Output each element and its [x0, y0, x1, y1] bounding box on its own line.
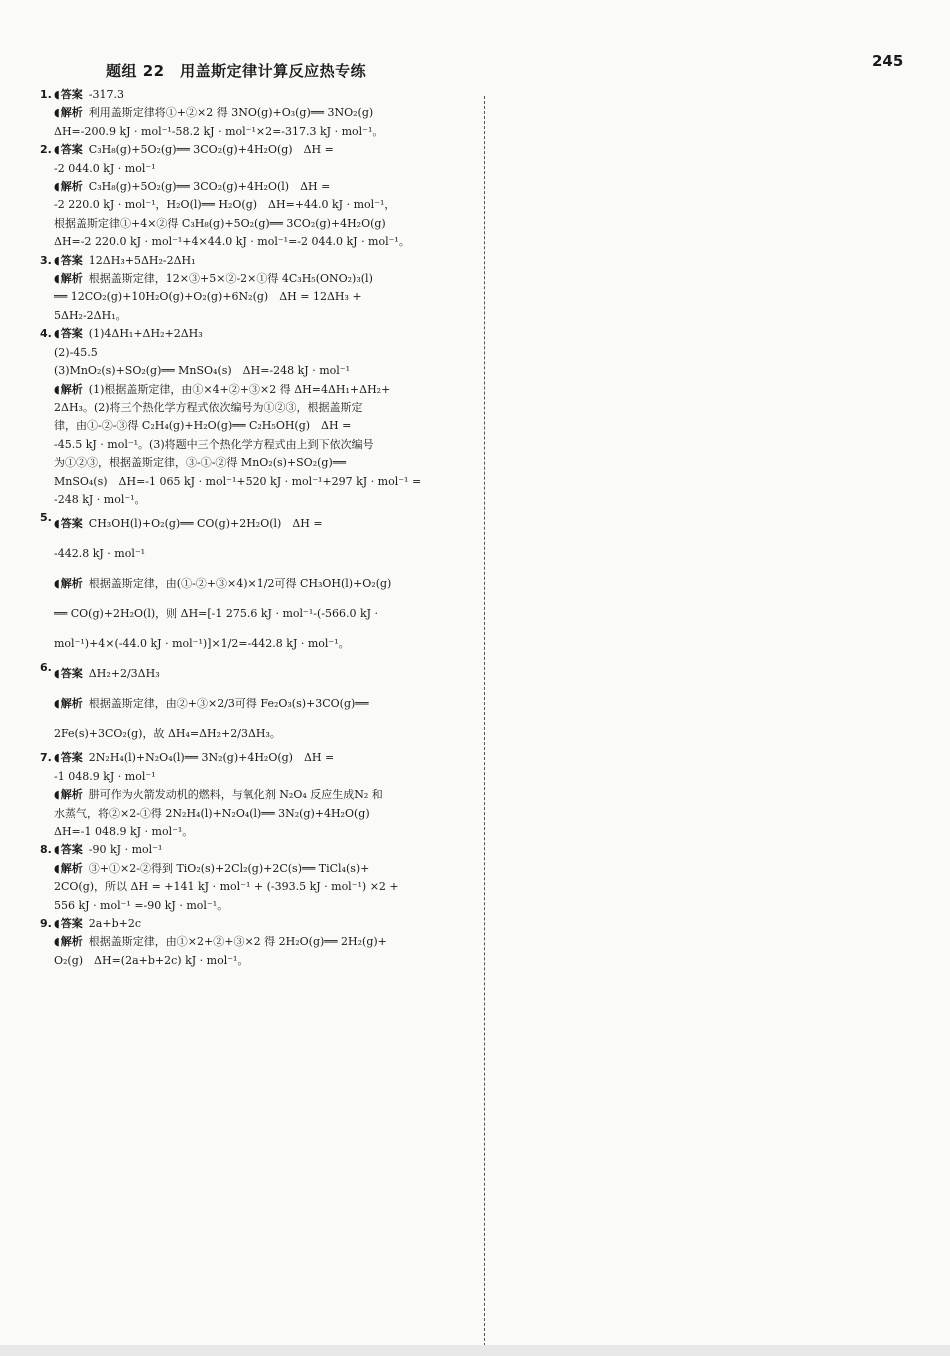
analysis-line [40, 719, 456, 749]
answer-label: ◖ 答案 [54, 917, 83, 930]
analysis-line [40, 417, 456, 435]
analysis-line [40, 933, 456, 951]
answer-text: (3)MnO₂(s)+SO₂(g)══ MnSO₄(s) ΔH=-248 kJ · mol⁻¹ [54, 364, 350, 378]
answer-text: CH₃OH(l)+O₂(g)══ CO(g)+2H₂O(l) ΔH = [88, 517, 323, 531]
analysis-text: mol⁻¹)+4×(-44.0 kJ · mol⁻¹)]×1/2=-442.8 kJ · mol⁻¹。 [54, 637, 350, 651]
answer-line [40, 915, 456, 933]
answer-text: C₃H₈(g)+5O₂(g)══ 3CO₂(g)+4H₂O(g) ΔH = [88, 143, 334, 157]
analysis-line [40, 878, 456, 896]
analysis-label: ◖ 解析 [54, 180, 83, 193]
column-divider [484, 96, 485, 1346]
answer-line [40, 325, 456, 343]
answer-item [40, 659, 456, 749]
answer-line [40, 509, 456, 539]
analysis-line [40, 629, 456, 659]
analysis-text: ΔH=-2 220.0 kJ · mol⁻¹+4×44.0 kJ · mol⁻¹=-2 044.0 kJ · mol⁻¹。 [54, 235, 410, 249]
analysis-line [40, 569, 456, 599]
analysis-text: ══ CO(g)+2H₂O(l)，则 ΔH=[-1 275.6 kJ · mol⁻¹-(-566.0 kJ · [54, 607, 379, 621]
analysis-line [40, 436, 456, 454]
answer-item [40, 915, 456, 970]
analysis-line [40, 952, 456, 970]
item-number: 2. [40, 143, 52, 157]
answer-line [40, 86, 456, 104]
analysis-line [40, 399, 456, 417]
analysis-line [40, 233, 456, 251]
answer-text: (2)-45.5 [54, 345, 98, 359]
answer-line [40, 539, 456, 569]
page-title: 题组 22 用盖斯定律计算反应热专练 [106, 62, 367, 80]
item-number: 9. [40, 917, 52, 930]
item-number: 4. [40, 327, 52, 341]
item-number: 6. [40, 661, 52, 675]
analysis-label: ◖ 解析 [54, 862, 83, 875]
answer-line [40, 344, 456, 362]
answer-label: ◖ 答案 [54, 327, 83, 340]
item-number: 3. [40, 253, 52, 267]
answer-text: (1)4ΔH₁+ΔH₂+2ΔH₃ [88, 327, 203, 341]
answer-line [40, 768, 456, 786]
answer-line [40, 749, 456, 767]
analysis-line [40, 196, 456, 214]
analysis-text: 556 kJ · mol⁻¹ =-90 kJ · mol⁻¹。 [54, 898, 229, 912]
answer-label: ◖ 答案 [54, 88, 83, 101]
item-number: 8. [40, 843, 52, 857]
analysis-text: 根据盖斯定律①+4×②得 C₃H₈(g)+5O₂(g)══ 3CO₂(g)+4H₂O(g) [54, 216, 386, 230]
analysis-line [40, 215, 456, 233]
page-number: 245 [872, 52, 904, 70]
scan-edge [0, 1345, 950, 1356]
analysis-line [40, 381, 456, 399]
analysis-text: (1)根据盖斯定律，由①×4+②+③×2 得 ΔH=4ΔH₁+ΔH₂+ [88, 382, 391, 396]
answer-text: 12ΔH₃+5ΔH₂-2ΔH₁ [88, 253, 196, 267]
analysis-line [40, 491, 456, 509]
analysis-line [40, 307, 456, 325]
answer-line [40, 160, 456, 178]
analysis-text: MnSO₄(s) ΔH=-1 065 kJ · mol⁻¹+520 kJ · mol⁻¹+297 kJ · mol⁻¹ = [54, 474, 422, 488]
answer-text: ΔH₂+2/3ΔH₃ [88, 667, 160, 681]
analysis-text: 根据盖斯定律，由②+③×2/3可得 Fe₂O₃(s)+3CO(g)══ [88, 697, 369, 711]
analysis-text: 根据盖斯定律，12×③+5×②-2×①得 4C₃H₅(ONO₂)₃(l) [88, 272, 373, 286]
analysis-label: ◖ 解析 [54, 788, 83, 801]
analysis-text: 根据盖斯定律，由①×2+②+③×2 得 2H₂O(g)══ 2H₂(g)+ [88, 935, 387, 949]
analysis-line [40, 288, 456, 306]
answer-label: ◖ 答案 [54, 143, 83, 156]
answer-line [40, 141, 456, 159]
analysis-text: 为①②③，根据盖斯定律，③-①-②得 MnO₂(s)+SO₂(g)══ [54, 456, 346, 470]
answer-text: -2 044.0 kJ · mol⁻¹ [54, 161, 156, 175]
answer-item [40, 509, 456, 659]
analysis-line [40, 178, 456, 196]
answer-label: ◖ 答案 [54, 751, 83, 764]
answer-line [40, 362, 456, 380]
answer-item [40, 841, 456, 915]
analysis-text: -2 220.0 kJ · mol⁻¹，H₂O(l)══ H₂O(g) ΔH=+44.0 kJ · mol⁻¹， [54, 198, 396, 212]
answer-item [40, 86, 456, 141]
answer-line [40, 659, 456, 689]
analysis-text: -45.5 kJ · mol⁻¹。(3)将题中三个热化学方程式由上到下依次编号 [54, 437, 374, 451]
analysis-line [40, 123, 456, 141]
analysis-line [40, 860, 456, 878]
answer-text: -1 048.9 kJ · mol⁻¹ [54, 769, 156, 783]
answer-label: ◖ 答案 [54, 517, 83, 530]
answer-text: -317.3 [88, 88, 125, 101]
analysis-line [40, 823, 456, 841]
analysis-line [40, 786, 456, 804]
analysis-text: 肼可作为火箭发动机的燃料，与氧化剂 N₂O₄ 反应生成N₂ 和 [88, 788, 383, 802]
analysis-line [40, 897, 456, 915]
analysis-text: 律，由①-②-③得 C₂H₄(g)+H₂O(g)══ C₂H₅OH(g) ΔH = [54, 419, 352, 433]
analysis-line [40, 454, 456, 472]
analysis-text: 根据盖斯定律，由(①-②+③×4)×1/2可得 CH₃OH(l)+O₂(g) [88, 577, 392, 591]
answer-text: -90 kJ · mol⁻¹ [88, 843, 163, 857]
analysis-text: ΔH=-1 048.9 kJ · mol⁻¹。 [54, 824, 194, 838]
analysis-label: ◖ 解析 [54, 383, 83, 396]
answer-label: ◖ 答案 [54, 254, 83, 267]
analysis-label: ◖ 解析 [54, 935, 83, 948]
item-number: 1. [40, 88, 52, 101]
analysis-label: ◖ 解析 [54, 697, 83, 710]
answer-text: -442.8 kJ · mol⁻¹ [54, 547, 146, 561]
analysis-line [40, 599, 456, 629]
answer-column [40, 86, 456, 970]
analysis-line [40, 270, 456, 288]
analysis-line [40, 473, 456, 491]
analysis-text: 利用盖斯定律将①+②×2 得 3NO(g)+O₃(g)══ 3NO₂(g) [88, 106, 374, 120]
analysis-line [40, 689, 456, 719]
answer-label: ◖ 答案 [54, 843, 83, 856]
answer-item [40, 141, 456, 251]
analysis-text: 2Fe(s)+3CO₂(g)，故 ΔH₄=ΔH₂+2/3ΔH₃。 [54, 727, 281, 741]
analysis-text: -248 kJ · mol⁻¹。 [54, 492, 146, 506]
analysis-text: O₂(g) ΔH=(2a+b+2c) kJ · mol⁻¹。 [54, 953, 249, 967]
answer-text: 2N₂H₄(l)+N₂O₄(l)══ 3N₂(g)+4H₂O(g) ΔH = [88, 751, 335, 765]
analysis-line [40, 104, 456, 122]
analysis-label: ◖ 解析 [54, 272, 83, 285]
analysis-text: ③+①×2-②得到 TiO₂(s)+2Cl₂(g)+2C(s)══ TiCl₄(s)+ [88, 861, 370, 875]
answer-label: ◖ 答案 [54, 667, 83, 680]
answer-text: 2a+b+2c [88, 917, 141, 930]
analysis-line [40, 805, 456, 823]
answer-item [40, 252, 456, 326]
analysis-text: 2ΔH₃。(2)将三个热化学方程式依次编号为①②③，根据盖斯定 [54, 400, 363, 414]
analysis-label: ◖ 解析 [54, 577, 83, 590]
analysis-text: C₃H₈(g)+5O₂(g)══ 3CO₂(g)+4H₂O(l) ΔH = [88, 180, 331, 194]
analysis-text: 水蒸气，将②×2-①得 2N₂H₄(l)+N₂O₄(l)══ 3N₂(g)+4H₂O(g) [54, 806, 370, 820]
analysis-text: 5ΔH₂-2ΔH₁。 [54, 308, 127, 322]
answer-line [40, 252, 456, 270]
answer-item [40, 749, 456, 841]
answer-item [40, 325, 456, 509]
analysis-label: ◖ 解析 [54, 106, 83, 119]
item-number: 5. [40, 511, 52, 525]
item-number: 7. [40, 751, 52, 765]
answer-line [40, 841, 456, 859]
analysis-text: ΔH=-200.9 kJ · mol⁻¹-58.2 kJ · mol⁻¹×2=-317.3 kJ · mol⁻¹。 [54, 124, 384, 138]
analysis-text: ══ 12CO₂(g)+10H₂O(g)+O₂(g)+6N₂(g) ΔH = 12ΔH₃ + [54, 290, 362, 304]
analysis-text: 2CO(g)，所以 ΔH = +141 kJ · mol⁻¹ + (-393.5 kJ · mol⁻¹) ×2 + [54, 880, 399, 894]
